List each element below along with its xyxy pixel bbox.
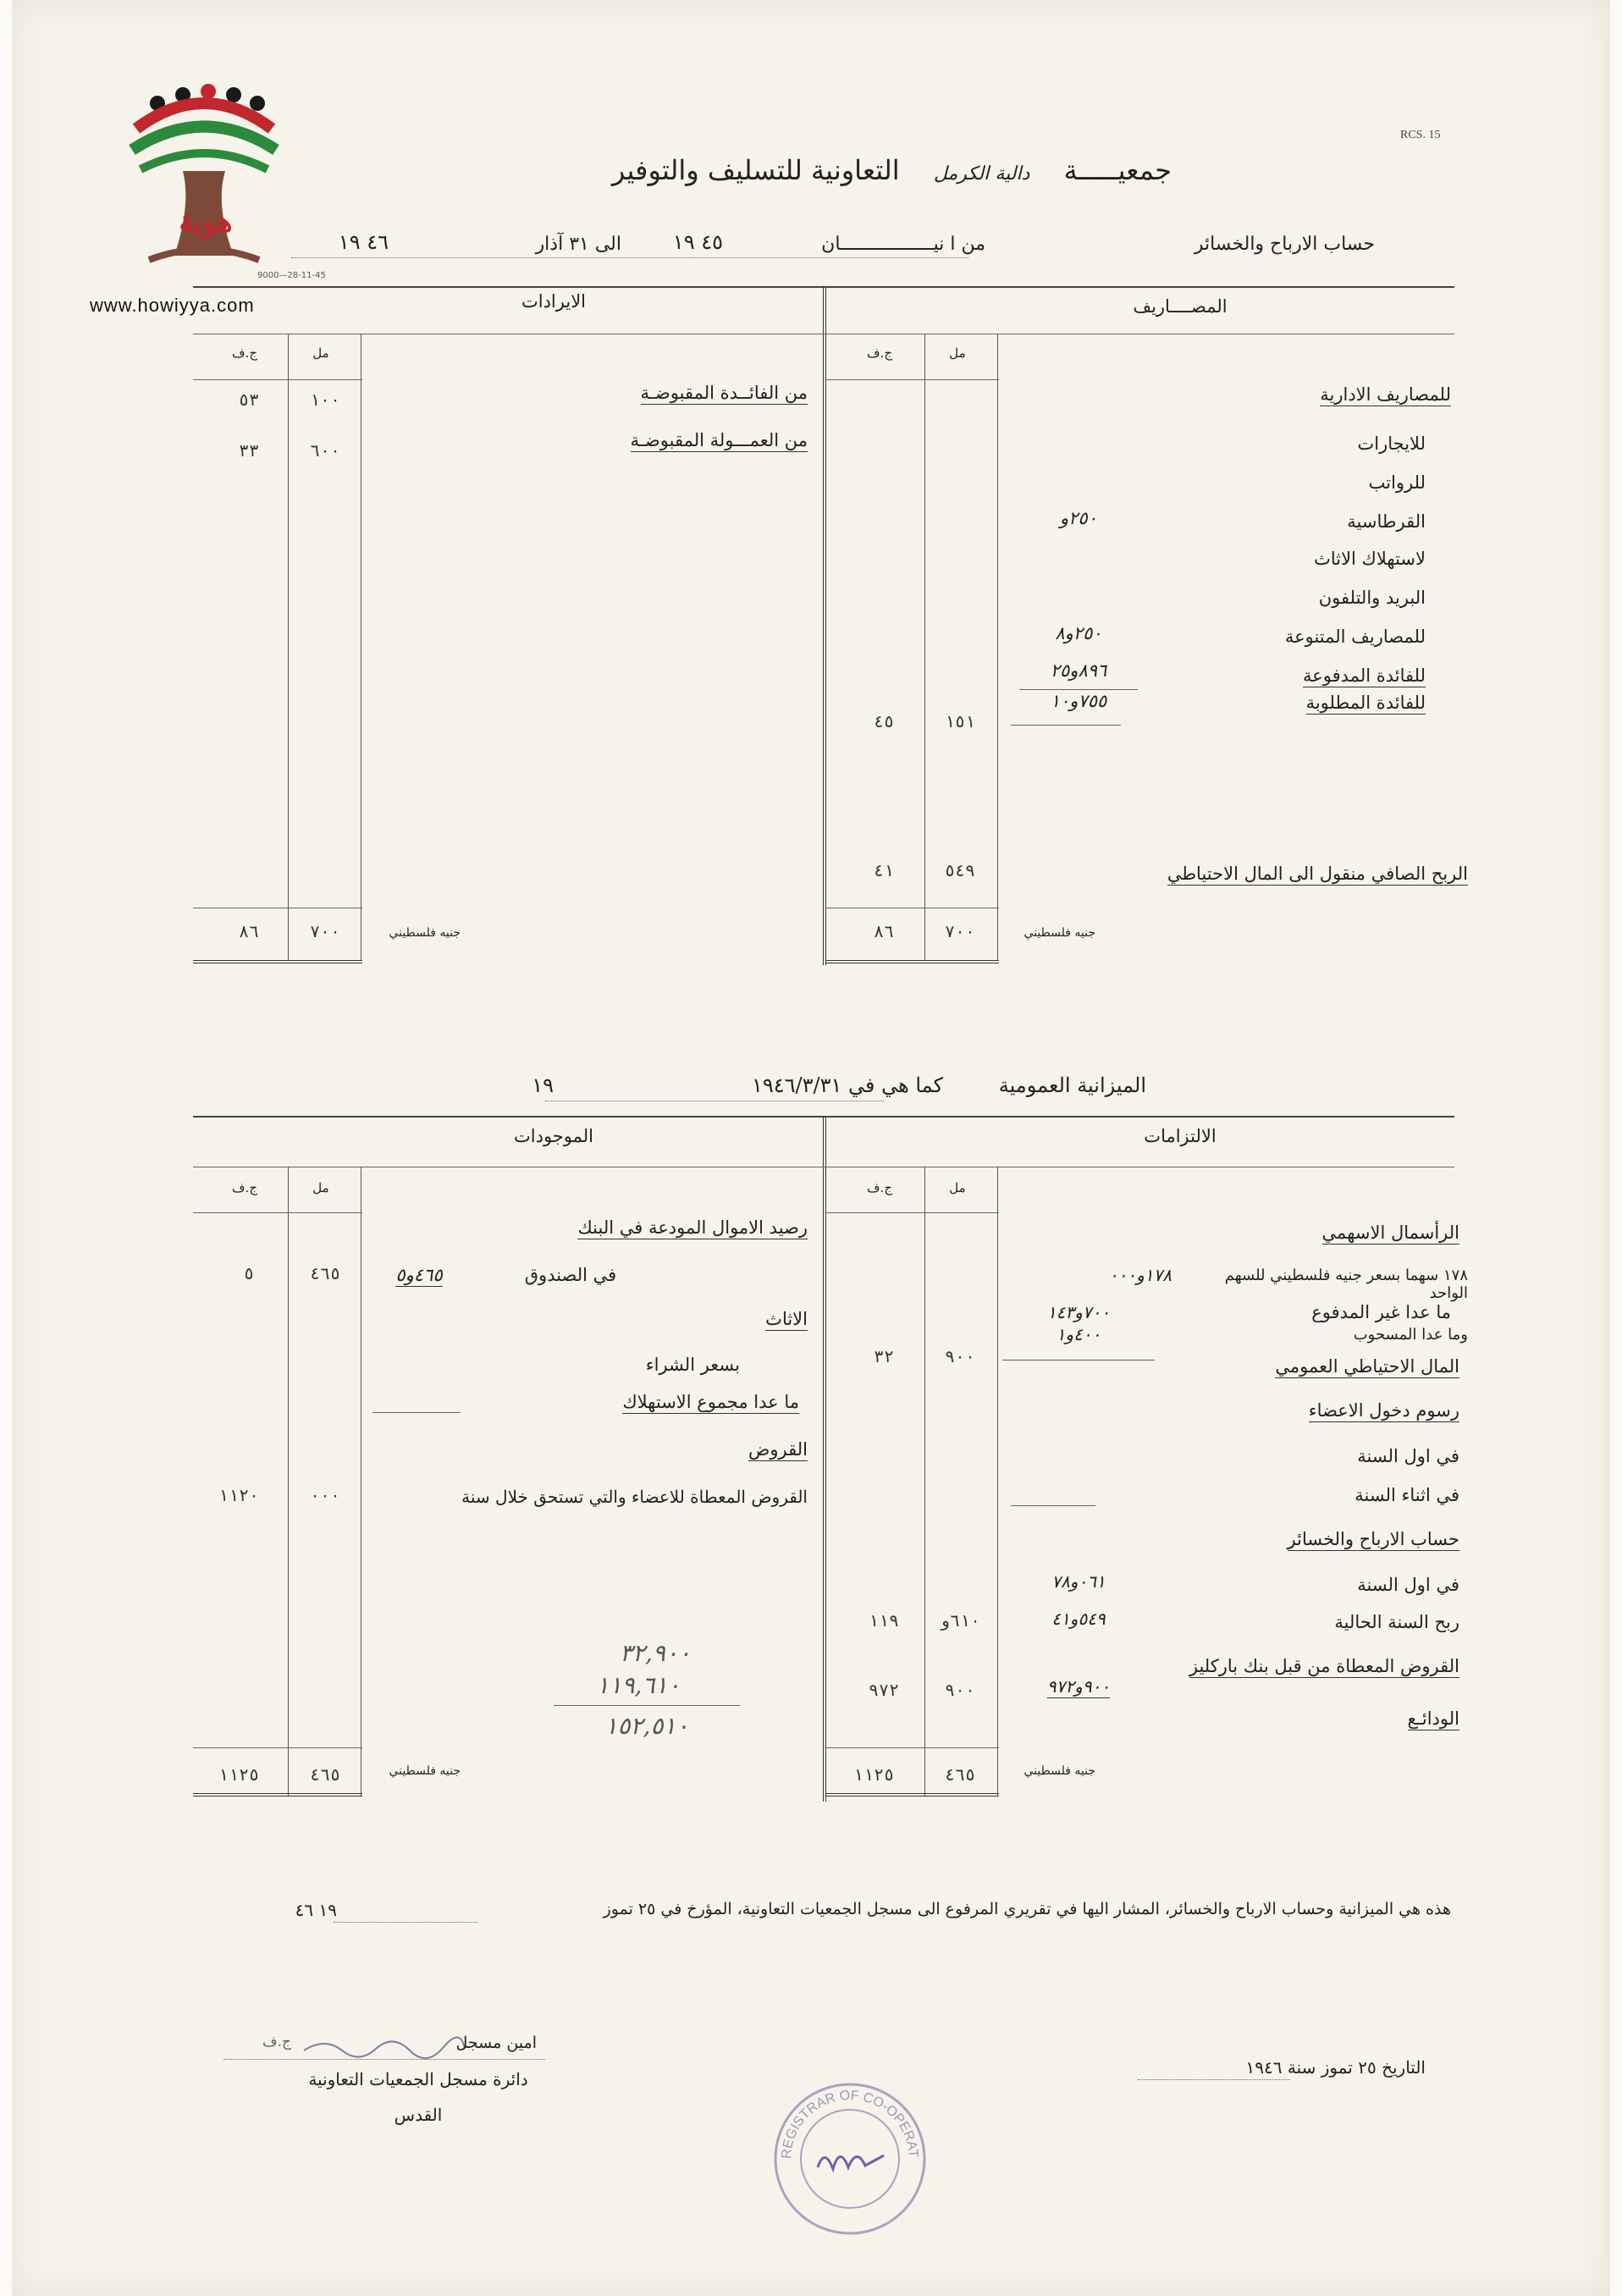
- bs-pl-mil: ٦١٠و: [939, 1610, 981, 1631]
- pl-rev-col-mil: مل: [312, 345, 329, 361]
- logo-caption: هوية: [179, 205, 233, 239]
- bs-liab-note-10: ٥٤٩و٤١: [1051, 1609, 1106, 1629]
- bs-asset-6: القروض المعطاة للاعضاء والتي تستحق خلال سنة: [461, 1487, 808, 1507]
- bs-total-rule-right: [826, 1747, 999, 1748]
- bs-total-left-jf: ١١٢٥: [218, 1764, 260, 1785]
- year-2: ٤٦ ١٩: [338, 230, 389, 254]
- pl-expense-2: للرواتب: [1368, 472, 1426, 493]
- bs-liab-6: في اول السنة: [1357, 1446, 1459, 1466]
- pl-expense-3: القرطاسية: [1347, 511, 1426, 532]
- pl-center-divider: [823, 286, 826, 965]
- bs-ast-col-mil: مل: [312, 1180, 329, 1195]
- bs-liab-note-1: ١٧٨و٠٠٠: [1108, 1265, 1172, 1285]
- society-title: [469, 154, 1172, 186]
- balance-year: ١٩: [532, 1073, 554, 1097]
- pl-net-profit: الربح الصافي منقول الى المال الاحتياطي: [1167, 864, 1468, 884]
- bs-liab-5: رسوم دخول الاعضاء: [1308, 1400, 1459, 1421]
- account-label: حساب الارباح والخسائر: [1194, 234, 1375, 255]
- bs-liab-1: ١٧٨ سهما بسعر جنيه فلسطيني للسهم الواحد: [1224, 1267, 1468, 1302]
- pl-total-label-right: جنيه فلسطيني: [1023, 926, 1095, 940]
- bs-total-dbl-left: [193, 1793, 362, 1797]
- footer-statement: هذه هي الميزانية وحساب الارباح والخسائر، المشار اليها في تقريري المرفوع الى مسجل الجمعيات التعاونية، المؤرخ في ٢٥ تموز: [603, 1900, 1451, 1918]
- bs-total-right-mil: ٤٦٥: [944, 1764, 976, 1785]
- bs-loan-mil: ٩٠٠: [944, 1680, 976, 1700]
- bs-total-right-jf: ١١٢٥: [852, 1764, 895, 1785]
- bs-assets-title: الموجودات: [513, 1126, 593, 1146]
- pl-rev-col-line-1: [288, 334, 289, 960]
- pl-exp-col-line-1: [924, 334, 925, 960]
- pl-expenses-title: المصــــاريف: [1133, 296, 1228, 317]
- balance-title: الميزانية العمومية: [998, 1073, 1146, 1097]
- pl-expense-7: للفائدة المدفوعة: [1303, 665, 1426, 686]
- pl-expense-5: البريد والتلفون: [1318, 588, 1426, 608]
- logo-website[interactable]: www.howiyya.com: [90, 295, 255, 316]
- footer-date: التاريخ ٢٥ تموز سنة ١٩٤٦: [1245, 2057, 1426, 2078]
- bs-total-dbl-right: [826, 1793, 999, 1797]
- footer-date-rule: [1138, 2079, 1290, 2080]
- pl-expense-6: للمصاريف المتنوعة: [1284, 626, 1426, 647]
- pl-exp-col-line-2: [997, 334, 998, 960]
- pl-total-label-left: جنيه فلسطيني: [389, 926, 461, 940]
- bs-asset-4: ما عدا مجموع الاستهلاك: [622, 1392, 799, 1412]
- bs-calc-0: ٣٢,٩٠٠: [619, 1639, 692, 1667]
- bs-total-rule-left: [193, 1747, 362, 1748]
- pl-colhead-rule: [193, 379, 362, 380]
- bs-pl-jf: ١١٩: [868, 1610, 900, 1631]
- bs-asset-mil-1: ٤٦٥: [309, 1263, 341, 1283]
- bs-asset-2: الاثاث: [765, 1309, 808, 1329]
- bs-asset-5: القروض: [748, 1439, 808, 1460]
- bs-asset-jf-1: ٥: [243, 1263, 255, 1283]
- bs-asset-note-rule-4: [372, 1412, 461, 1413]
- pl-total-left-jf: ٨٦: [238, 921, 260, 941]
- pl-expense-1: للايجارات: [1357, 433, 1426, 454]
- bs-center-divider: [823, 1116, 826, 1802]
- bs-liab-12: الودائـع: [1407, 1708, 1459, 1729]
- pl-revenues-title: الايرادات: [521, 291, 587, 312]
- title-rest: التعاونية للتسليف والتوفير: [611, 154, 900, 186]
- howiyya-logo: [115, 78, 293, 281]
- pl-expense-0: للمصاريف الادارية: [1320, 384, 1451, 405]
- signature-name: ج.ف: [262, 2034, 291, 2050]
- bs-liabilities-title: الالتزامات: [1144, 1126, 1216, 1146]
- bs-capital-jf: ٣٢: [873, 1346, 895, 1366]
- year-1: ٤٥ ١٩: [672, 230, 723, 254]
- pl-net-profit-mil: ٥٤٩: [944, 860, 976, 880]
- signature-rule: [223, 2059, 545, 2060]
- registrar-city: القدس: [394, 2105, 443, 2125]
- bs-liab-2: ما عدا غير المدفوع: [1311, 1302, 1451, 1322]
- bs-liab-10: ربح السنة الحالية: [1334, 1612, 1459, 1632]
- bs-lia-col-line-1: [924, 1167, 925, 1797]
- bs-asset-jf-6: ١١٢٠: [218, 1485, 260, 1505]
- pl-revenue-mil-0: ١٠٠: [309, 389, 341, 410]
- print-code: 9000—28-11-45: [257, 271, 326, 280]
- pl-revenue-mil-1: ٦٠٠: [309, 440, 341, 461]
- bs-lia-col-mil: مل: [949, 1180, 966, 1195]
- bs-loan-jf: ٩٧٢: [868, 1680, 900, 1700]
- bs-liab-11: القروض المعطاة من قبل بنك باركليز: [1189, 1656, 1459, 1676]
- pl-revenue-row-1: من العمـــولة المقبوضـة: [630, 430, 808, 450]
- pl-expense-note-6: ٢٥٠و٨: [1055, 623, 1102, 643]
- pl-total-dbl-right: [826, 960, 999, 963]
- pl-exp-col-mil: مل: [949, 345, 966, 361]
- bs-asset-0: رصيد الاموال المودعة في البنك: [577, 1217, 808, 1238]
- period-to: الى ٣١ آذار: [535, 234, 621, 255]
- pl-expense-note-3: ٢٥٠و: [1060, 508, 1097, 528]
- registrar-department: دائرة مسجل الجمعيات التعاونية: [308, 2069, 528, 2089]
- bs-liab-note-2: ٧٠٠و١٤٣: [1046, 1302, 1111, 1322]
- bs-total-left-mil: ٤٦٥: [309, 1764, 341, 1785]
- pl-revenue-row-0: من الفائــدة المقبوضـة: [640, 383, 808, 403]
- stamp-text: REGISTRAR OF CO-OPERAT: [779, 2088, 921, 2160]
- bs-liab-note-3: ٤٠٠و١: [1056, 1324, 1101, 1344]
- pl-expense-note-8: ٧٥٥و١٠: [1050, 691, 1107, 711]
- period-from: من ا نيـــــــــــــــــان: [821, 234, 985, 255]
- title-prefix: جمعيـــــة: [1063, 154, 1172, 186]
- pl-expense-8: للفائدة المطلوبة: [1305, 693, 1426, 713]
- bs-total-label-right: جنيه فلسطيني: [1023, 1764, 1095, 1778]
- tree-logo-icon: [115, 78, 293, 281]
- form-code: RCS. 15: [1400, 129, 1441, 141]
- bs-colhead-rule-r: [826, 1212, 999, 1213]
- footer-statement-year: ١٩ ٤٦: [295, 1900, 337, 1920]
- bs-capital-mil: ٩٠٠: [944, 1346, 976, 1366]
- pl-total-dbl-left: [193, 960, 362, 963]
- bs-liab-0: الرأسمال الاسهمي: [1321, 1223, 1459, 1243]
- bs-ast-col-line-1: [288, 1167, 289, 1797]
- bs-ast-col-jf: ج.ف: [232, 1180, 257, 1195]
- bs-calc-1: ١١٩,٦١٠: [596, 1671, 681, 1699]
- footer-statement-rule: [334, 1922, 477, 1923]
- society-place: دالية الكرمل: [933, 163, 1030, 185]
- pl-expense-subtotal-mil: ١٥١: [944, 711, 976, 731]
- pl-total-right-mil: ٧٠٠: [944, 921, 976, 941]
- pl-expense-4: لاستهلاك الاثاث: [1314, 549, 1426, 569]
- bs-liab-note-11: ٩٠٠و٩٧٢: [1046, 1676, 1111, 1697]
- bs-calc-rule: [554, 1705, 740, 1706]
- pl-expense-note-7: ٨٩٦و٢٥: [1050, 660, 1107, 681]
- bs-liab-7: في اثناء السنة: [1354, 1485, 1459, 1505]
- bs-asset-1: في الصندوق: [524, 1265, 617, 1285]
- pl-revenue-jf-0: ٥٣: [238, 389, 260, 410]
- pl-expense-subtotal-jf: ٤٥: [873, 711, 895, 731]
- pl-revenue-jf-1: ٣٣: [238, 440, 260, 461]
- bs-liab-8: حساب الارباح والخسائر: [1287, 1529, 1459, 1549]
- bs-liab-rule-7: [1011, 1505, 1095, 1506]
- bs-liab-9: في اول السنة: [1357, 1575, 1459, 1595]
- bs-asset-3: بسعر الشراء: [645, 1355, 740, 1375]
- pl-note-rule-2: [1011, 725, 1121, 726]
- pl-note-rule-1: [1019, 689, 1138, 690]
- bs-lia-col-line-2: [997, 1167, 998, 1797]
- document-page: [12, 0, 1610, 2296]
- bs-lia-col-jf: ج.ف: [867, 1180, 892, 1195]
- official-stamp-icon: [765, 2074, 935, 2244]
- pl-colhead-rule-r: [826, 379, 999, 380]
- bs-liab-4: المال الاحتياطي العمومي: [1275, 1356, 1459, 1377]
- pl-total-left-mil: ٧٠٠: [309, 921, 341, 941]
- bs-calc-2: ١٥٢,٥١٠: [604, 1712, 689, 1740]
- balance-as-of: كما هي في ١٩٤٦/٣/٣١: [751, 1073, 943, 1097]
- bs-liab-3: وما عدا المسحوب: [1353, 1326, 1468, 1344]
- bs-asset-mil-6: ٠٠٠: [309, 1485, 341, 1505]
- registrar-stamp: [765, 2074, 935, 2244]
- pl-exp-col-jf: ج.ف: [867, 345, 892, 361]
- pl-net-profit-jf: ٤١: [873, 860, 895, 880]
- bs-colhead-rule-l: [193, 1212, 362, 1213]
- period-rule: [291, 257, 968, 258]
- pl-rev-col-jf: ج.ف: [232, 345, 257, 361]
- bs-asset-note-1: ٤٦٥و٥: [395, 1265, 443, 1285]
- bs-total-label-left: جنيه فلسطيني: [389, 1764, 461, 1778]
- pl-total-right-jf: ٨٦: [873, 921, 895, 941]
- signature-title: امين مسجل: [455, 2034, 537, 2052]
- bs-liab-note-9: ٠٦١و٧٨: [1051, 1571, 1106, 1592]
